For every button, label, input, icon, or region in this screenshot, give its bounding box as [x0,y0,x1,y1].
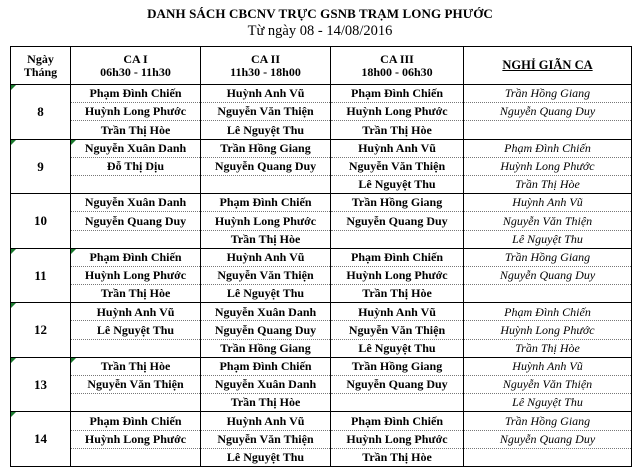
shift2-staff-cell: Huỳnh Anh Vũ [201,412,331,430]
off-staff-cell: Nguyễn Văn Thiện [464,376,632,394]
shift3-name: CA III [380,51,414,66]
shift1-staff-cell [71,448,201,466]
shift3-staff-cell: Nguyễn Quang Duy [331,212,464,230]
off-staff-cell: Trần Thị Hòe [464,175,632,193]
shift3-staff-cell: Nguyễn Văn Thiện [331,321,464,339]
shift2-staff-cell: Huỳnh Anh Vũ [201,248,331,266]
off-staff-cell: Trần Hồng Giang [464,85,632,103]
roster-body [11,47,632,467]
table-row [11,212,632,230]
day-column-header [11,47,71,85]
off-staff-cell: Huỳnh Anh Vũ [464,357,632,375]
shift2-staff-cell: Trần Thị Hòe [201,230,331,248]
table-row [11,303,632,321]
day-cell: 10 [11,194,71,249]
table-row [11,266,632,284]
shift1-staff-cell: Trần Thị Hòe [71,121,201,139]
day-header-line2: Tháng [23,64,58,79]
table-row [11,230,632,248]
shift1-staff-cell: Huỳnh Anh Vũ [71,303,201,321]
off-staff-cell: Phạm Đình Chiến [464,139,632,157]
shift3-staff-cell: Huỳnh Anh Vũ [331,139,464,157]
shift2-staff-cell: Nguyễn Văn Thiện [201,430,331,448]
off-staff-cell: Nguyễn Văn Thiện [464,212,632,230]
day-cell: 13 [11,357,71,412]
shift3-staff-cell: Huỳnh Long Phước [331,103,464,121]
off-staff-cell: Huỳnh Long Phước [464,321,632,339]
off-staff-cell: Trần Thị Hòe [464,339,632,357]
shift1-staff-cell: Phạm Đình Chiến [71,85,201,103]
date-range: Từ ngày 08 - 14/08/2016 [247,23,393,39]
table-row [11,85,632,103]
shift2-staff-cell: Nguyễn Quang Duy [201,321,331,339]
shift1-staff-cell: Phạm Đình Chiến [71,248,201,266]
shift3-column-header [331,47,464,85]
shift3-staff-cell: Lê Nguyệt Thu [331,175,464,193]
table-row [11,448,632,466]
table-row [11,157,632,175]
off-staff-cell: Huỳnh Anh Vũ [464,194,632,212]
table-row [11,175,632,193]
shift2-staff-cell: Nguyễn Văn Thiện [201,103,331,121]
off-column-header [464,47,632,85]
table-row [11,430,632,448]
shift1-column-header [71,47,201,85]
shift2-time: 11h30 - 18h00 [230,64,301,79]
table-row [11,412,632,430]
shift1-staff-cell [71,339,201,357]
shift1-staff-cell: Nguyễn Văn Thiện [71,376,201,394]
off-staff-cell [464,121,632,139]
duty-roster-table [10,46,632,467]
table-row [11,194,632,212]
off-staff-cell: Lê Nguyệt Thu [464,394,632,412]
shift2-staff-cell: Nguyễn Xuân Danh [201,376,331,394]
shift3-staff-cell [331,394,464,412]
shift3-staff-cell [331,230,464,248]
shift3-staff-cell: Nguyễn Quang Duy [331,376,464,394]
shift1-staff-cell: Trần Thị Hòe [71,357,201,375]
shift2-staff-cell [201,175,331,193]
shift2-staff-cell: Nguyễn Văn Thiện [201,266,331,284]
shift3-staff-cell: Trần Thị Hòe [331,448,464,466]
shift3-staff-cell: Huỳnh Long Phước [331,430,464,448]
shift2-staff-cell: Trần Hồng Giang [201,339,331,357]
shift1-staff-cell: Lê Nguyệt Thu [71,321,201,339]
shift1-staff-cell [71,394,201,412]
table-row [11,339,632,357]
off-staff-cell: Nguyễn Quang Duy [464,430,632,448]
off-header-label: NGHỈ GIÃN CA [502,57,593,72]
shift3-staff-cell: Trần Hồng Giang [331,357,464,375]
shift2-column-header [201,47,331,85]
shift1-staff-cell: Nguyễn Quang Duy [71,212,201,230]
shift1-time: 06h30 - 11h30 [100,64,171,79]
header-row [11,47,632,85]
shift2-name: CA II [250,51,280,66]
shift1-staff-cell: Trần Thị Hòe [71,285,201,303]
shift1-staff-cell: Nguyễn Xuân Danh [71,139,201,157]
off-staff-cell [464,285,632,303]
shift1-staff-cell: Huỳnh Long Phước [71,430,201,448]
shift1-staff-cell: Đỗ Thị Dịu [71,157,201,175]
shift2-staff-cell: Phạm Đình Chiến [201,357,331,375]
off-staff-cell: Huỳnh Long Phước [464,157,632,175]
day-cell: 14 [11,412,71,467]
table-row [11,139,632,157]
shift3-staff-cell: Lê Nguyệt Thu [331,339,464,357]
day-cell: 8 [11,85,71,140]
off-staff-cell: Nguyễn Quang Duy [464,266,632,284]
shift2-staff-cell: Phạm Đình Chiến [201,194,331,212]
shift3-staff-cell: Phạm Đình Chiến [331,85,464,103]
table-row [11,376,632,394]
off-staff-cell [464,448,632,466]
table-row [11,321,632,339]
shift1-staff-cell [71,175,201,193]
shift3-time: 18h00 - 06h30 [361,64,433,79]
shift1-staff-cell [71,230,201,248]
shift3-staff-cell: Trần Thị Hòe [331,285,464,303]
day-cell: 11 [11,248,71,303]
shift1-name: CA I [123,51,148,66]
day-cell: 9 [11,139,71,194]
shift2-staff-cell: Huỳnh Anh Vũ [201,85,331,103]
table-row [11,248,632,266]
shift2-staff-cell: Huỳnh Long Phước [201,212,331,230]
table-row [11,285,632,303]
shift2-staff-cell: Nguyễn Xuân Danh [201,303,331,321]
shift3-staff-cell: Phạm Đình Chiến [331,248,464,266]
document-title: DANH SÁCH CBCNV TRỰC GSNB TRẠM LONG PHƯỚC [147,6,493,21]
shift1-staff-cell: Phạm Đình Chiến [71,412,201,430]
off-staff-cell: Trần Hồng Giang [464,248,632,266]
shift1-staff-cell: Huỳnh Long Phước [71,266,201,284]
off-staff-cell: Nguyễn Quang Duy [464,103,632,121]
shift3-staff-cell: Huỳnh Anh Vũ [331,303,464,321]
shift3-staff-cell: Nguyễn Văn Thiện [331,157,464,175]
off-staff-cell: Trần Hồng Giang [464,412,632,430]
shift3-staff-cell: Trần Hồng Giang [331,194,464,212]
table-row [11,103,632,121]
shift3-staff-cell: Phạm Đình Chiến [331,412,464,430]
off-staff-cell: Lê Nguyệt Thu [464,230,632,248]
shift1-staff-cell: Nguyễn Xuân Danh [71,194,201,212]
day-header-line1: Ngày [27,51,54,66]
shift2-staff-cell: Lê Nguyệt Thu [201,448,331,466]
shift2-staff-cell: Trần Thị Hòe [201,394,331,412]
table-row [11,357,632,375]
table-row [11,394,632,412]
shift2-staff-cell: Trần Hồng Giang [201,139,331,157]
off-staff-cell: Phạm Đình Chiến [464,303,632,321]
table-row [11,121,632,139]
shift3-staff-cell: Trần Thị Hòe [331,121,464,139]
shift2-staff-cell: Lê Nguyệt Thu [201,285,331,303]
shift3-staff-cell: Huỳnh Long Phước [331,266,464,284]
shift1-staff-cell: Huỳnh Long Phước [71,103,201,121]
day-cell: 12 [11,303,71,358]
shift2-staff-cell: Nguyễn Quang Duy [201,157,331,175]
shift2-staff-cell: Lê Nguyệt Thu [201,121,331,139]
